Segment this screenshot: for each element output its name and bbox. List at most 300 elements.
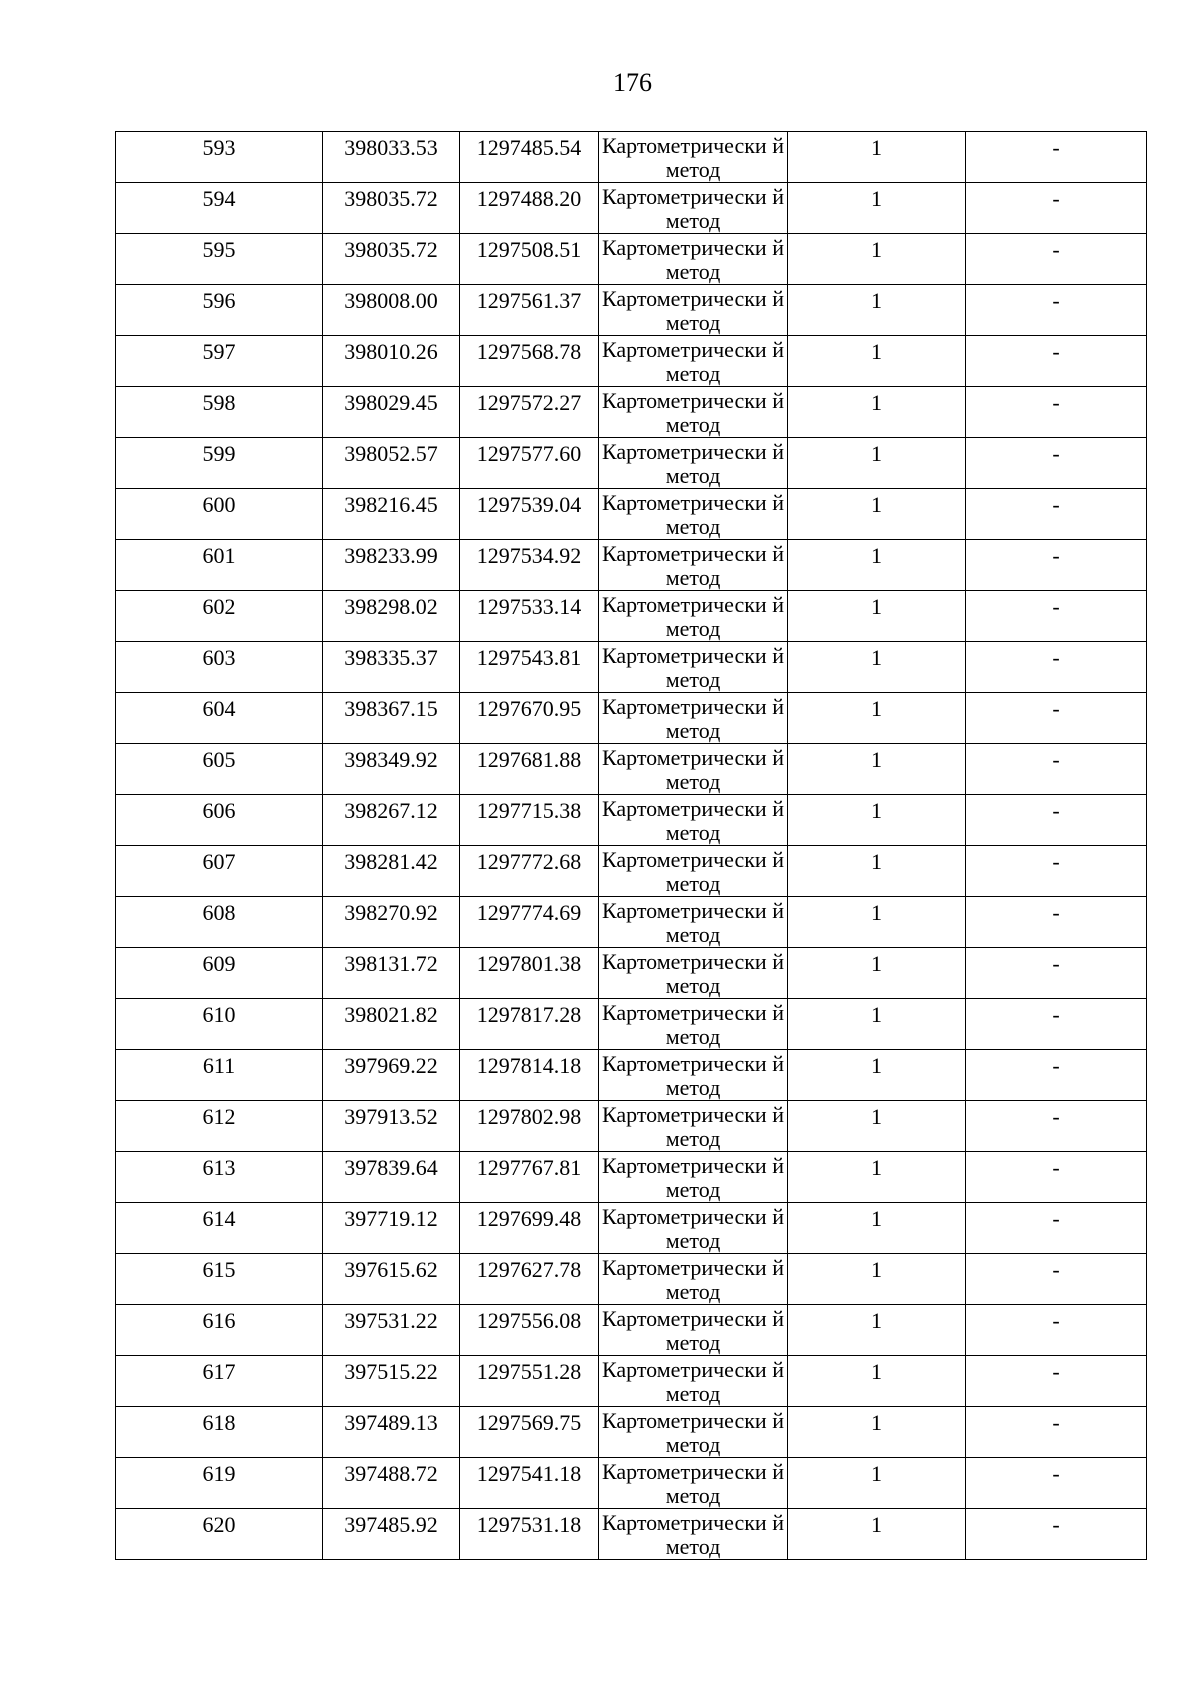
x-value: 397485.92 (344, 1512, 438, 1537)
y-coordinate-cell (460, 183, 599, 234)
x-value: 398216.45 (344, 492, 438, 517)
point-number-cell (116, 744, 323, 795)
table-row (116, 132, 1147, 183)
y-value: 1297577.60 (476, 441, 582, 466)
table-row (116, 795, 1147, 846)
x-value: 398029.45 (344, 390, 438, 415)
y-coordinate-cell (460, 948, 599, 999)
method-cell (599, 438, 788, 489)
method-value: Картометрически й метод (602, 1153, 784, 1202)
accuracy-value: 1 (871, 951, 882, 976)
x-value: 398035.72 (344, 237, 438, 262)
y-coordinate-cell (460, 795, 599, 846)
x-value: 398131.72 (344, 951, 438, 976)
accuracy-value: 1 (871, 492, 882, 517)
accuracy-cell (788, 1305, 966, 1356)
x-value: 398035.72 (344, 186, 438, 211)
x-value: 398008.00 (344, 288, 438, 313)
note-cell (966, 285, 1147, 336)
note-value: - (1052, 798, 1060, 823)
x-value: 398033.53 (344, 135, 438, 160)
method-value: Картометрически й метод (602, 1000, 784, 1049)
num-value: 617 (202, 1359, 236, 1384)
accuracy-cell (788, 1203, 966, 1254)
x-value: 398349.92 (344, 747, 438, 772)
num-value: 610 (202, 1002, 236, 1027)
method-cell (599, 642, 788, 693)
accuracy-cell (788, 540, 966, 591)
method-cell (599, 1356, 788, 1407)
num-value: 598 (202, 390, 236, 415)
note-cell (966, 438, 1147, 489)
num-value: 601 (202, 543, 236, 568)
table-row (116, 591, 1147, 642)
x-value: 397531.22 (344, 1308, 438, 1333)
y-value: 1297817.28 (476, 1002, 582, 1027)
method-cell (599, 1152, 788, 1203)
y-value: 1297802.98 (476, 1104, 582, 1129)
method-value: Картометрически й метод (602, 949, 784, 998)
y-value: 1297715.38 (476, 798, 582, 823)
method-cell (599, 795, 788, 846)
accuracy-value: 1 (871, 1002, 882, 1027)
y-coordinate-cell (460, 999, 599, 1050)
num-value: 619 (202, 1461, 236, 1486)
y-value: 1297568.78 (476, 339, 582, 364)
num-value: 607 (202, 849, 236, 874)
note-cell (966, 540, 1147, 591)
y-value: 1297569.75 (476, 1410, 582, 1435)
x-value: 398267.12 (344, 798, 438, 823)
table-row (116, 234, 1147, 285)
num-value: 602 (202, 594, 236, 619)
table-row (116, 438, 1147, 489)
method-cell (599, 897, 788, 948)
method-value: Картометрически й метод (602, 541, 784, 590)
accuracy-value: 1 (871, 1359, 882, 1384)
note-value: - (1052, 1512, 1060, 1537)
point-number-cell (116, 693, 323, 744)
y-value: 1297531.18 (476, 1512, 582, 1537)
method-cell (599, 234, 788, 285)
method-cell (599, 1407, 788, 1458)
y-coordinate-cell (460, 1407, 599, 1458)
table-row (116, 1305, 1147, 1356)
y-value: 1297772.68 (476, 849, 582, 874)
note-value: - (1052, 1206, 1060, 1231)
num-value: 604 (202, 696, 236, 721)
accuracy-cell (788, 132, 966, 183)
note-value: - (1052, 543, 1060, 568)
note-value: - (1052, 594, 1060, 619)
y-coordinate-cell (460, 132, 599, 183)
x-coordinate-cell (323, 438, 460, 489)
accuracy-value: 1 (871, 798, 882, 823)
method-value: Картометрически й метод (602, 133, 784, 182)
x-value: 398298.02 (344, 594, 438, 619)
point-number-cell (116, 387, 323, 438)
method-cell (599, 336, 788, 387)
accuracy-value: 1 (871, 594, 882, 619)
note-cell (966, 693, 1147, 744)
note-value: - (1052, 339, 1060, 364)
point-number-cell (116, 234, 323, 285)
table-row (116, 1509, 1147, 1560)
x-coordinate-cell (323, 642, 460, 693)
point-number-cell (116, 591, 323, 642)
num-value: 605 (202, 747, 236, 772)
x-coordinate-cell (323, 1509, 460, 1560)
y-value: 1297681.88 (476, 747, 582, 772)
point-number-cell (116, 1152, 323, 1203)
point-number-cell (116, 1101, 323, 1152)
table-row (116, 183, 1147, 234)
note-cell (966, 1152, 1147, 1203)
note-cell (966, 387, 1147, 438)
num-value: 618 (202, 1410, 236, 1435)
x-coordinate-cell (323, 132, 460, 183)
note-value: - (1052, 1155, 1060, 1180)
point-number-cell (116, 1050, 323, 1101)
note-cell (966, 744, 1147, 795)
accuracy-value: 1 (871, 696, 882, 721)
y-coordinate-cell (460, 489, 599, 540)
method-cell (599, 999, 788, 1050)
y-coordinate-cell (460, 234, 599, 285)
note-value: - (1052, 1410, 1060, 1435)
accuracy-value: 1 (871, 390, 882, 415)
x-coordinate-cell (323, 1101, 460, 1152)
num-value: 593 (202, 135, 236, 160)
accuracy-cell (788, 897, 966, 948)
y-value: 1297801.38 (476, 951, 582, 976)
x-coordinate-cell (323, 948, 460, 999)
accuracy-cell (788, 1050, 966, 1101)
note-value: - (1052, 1308, 1060, 1333)
y-coordinate-cell (460, 693, 599, 744)
method-value: Картометрически й метод (602, 1459, 784, 1508)
point-number-cell (116, 285, 323, 336)
y-coordinate-cell (460, 846, 599, 897)
y-value: 1297485.54 (476, 135, 582, 160)
num-value: 596 (202, 288, 236, 313)
method-cell (599, 540, 788, 591)
accuracy-value: 1 (871, 1410, 882, 1435)
accuracy-cell (788, 795, 966, 846)
note-cell (966, 1407, 1147, 1458)
y-coordinate-cell (460, 285, 599, 336)
method-cell (599, 489, 788, 540)
x-coordinate-cell (323, 795, 460, 846)
accuracy-cell (788, 489, 966, 540)
point-number-cell (116, 1458, 323, 1509)
note-value: - (1052, 390, 1060, 415)
x-value: 397515.22 (344, 1359, 438, 1384)
x-coordinate-cell (323, 1203, 460, 1254)
x-coordinate-cell (323, 1050, 460, 1101)
note-value: - (1052, 186, 1060, 211)
num-value: 616 (202, 1308, 236, 1333)
x-value: 398270.92 (344, 900, 438, 925)
y-coordinate-cell (460, 1101, 599, 1152)
accuracy-cell (788, 1152, 966, 1203)
x-coordinate-cell (323, 1407, 460, 1458)
accuracy-value: 1 (871, 1053, 882, 1078)
method-cell (599, 1101, 788, 1152)
y-coordinate-cell (460, 1254, 599, 1305)
table-row (116, 336, 1147, 387)
num-value: 615 (202, 1257, 236, 1282)
method-value: Картометрически й метод (602, 592, 784, 641)
x-value: 398052.57 (344, 441, 438, 466)
accuracy-value: 1 (871, 237, 882, 262)
method-cell (599, 744, 788, 795)
x-coordinate-cell (323, 744, 460, 795)
method-value: Картометрически й метод (602, 337, 784, 386)
x-coordinate-cell (323, 1458, 460, 1509)
x-coordinate-cell (323, 591, 460, 642)
y-value: 1297508.51 (476, 237, 582, 262)
table-row (116, 387, 1147, 438)
x-value: 398335.37 (344, 645, 438, 670)
table-row (116, 285, 1147, 336)
accuracy-value: 1 (871, 1206, 882, 1231)
y-value: 1297767.81 (476, 1155, 582, 1180)
table-body (116, 132, 1147, 1560)
note-cell (966, 897, 1147, 948)
method-cell (599, 693, 788, 744)
x-coordinate-cell (323, 336, 460, 387)
note-value: - (1052, 645, 1060, 670)
accuracy-cell (788, 285, 966, 336)
accuracy-cell (788, 1101, 966, 1152)
num-value: 600 (202, 492, 236, 517)
num-value: 611 (202, 1053, 236, 1078)
note-value: - (1052, 1257, 1060, 1282)
x-coordinate-cell (323, 489, 460, 540)
x-value: 397719.12 (344, 1206, 438, 1231)
accuracy-cell (788, 1407, 966, 1458)
x-value: 398281.42 (344, 849, 438, 874)
accuracy-value: 1 (871, 1257, 882, 1282)
accuracy-cell (788, 1254, 966, 1305)
note-cell (966, 489, 1147, 540)
accuracy-value: 1 (871, 135, 882, 160)
note-cell (966, 183, 1147, 234)
x-value: 398367.15 (344, 696, 438, 721)
accuracy-cell (788, 693, 966, 744)
note-value: - (1052, 900, 1060, 925)
accuracy-value: 1 (871, 747, 882, 772)
table-row (116, 846, 1147, 897)
x-value: 397489.13 (344, 1410, 438, 1435)
table-row (116, 1050, 1147, 1101)
table-row (116, 897, 1147, 948)
accuracy-value: 1 (871, 1104, 882, 1129)
y-coordinate-cell (460, 1356, 599, 1407)
y-value: 1297561.37 (476, 288, 582, 313)
accuracy-value: 1 (871, 339, 882, 364)
method-value: Картометрически й метод (602, 1255, 784, 1304)
accuracy-cell (788, 744, 966, 795)
note-cell (966, 1509, 1147, 1560)
table-row (116, 1458, 1147, 1509)
accuracy-cell (788, 1458, 966, 1509)
y-coordinate-cell (460, 1305, 599, 1356)
method-cell (599, 1458, 788, 1509)
note-value: - (1052, 1359, 1060, 1384)
table-row (116, 1101, 1147, 1152)
num-value: 614 (202, 1206, 236, 1231)
accuracy-value: 1 (871, 1308, 882, 1333)
method-value: Картометрически й метод (602, 694, 784, 743)
table-row (116, 540, 1147, 591)
point-number-cell (116, 489, 323, 540)
x-value: 397615.62 (344, 1257, 438, 1282)
method-value: Картометрически й метод (602, 745, 784, 794)
x-coordinate-cell (323, 1152, 460, 1203)
num-value: 597 (202, 339, 236, 364)
accuracy-value: 1 (871, 1512, 882, 1537)
accuracy-cell (788, 1356, 966, 1407)
method-value: Картометрически й метод (602, 796, 784, 845)
method-cell (599, 132, 788, 183)
point-number-cell (116, 1407, 323, 1458)
x-value: 397969.22 (344, 1053, 438, 1078)
table-row (116, 1407, 1147, 1458)
x-value: 397913.52 (344, 1104, 438, 1129)
x-value: 398010.26 (344, 339, 438, 364)
method-cell (599, 846, 788, 897)
accuracy-value: 1 (871, 186, 882, 211)
note-cell (966, 1356, 1147, 1407)
y-value: 1297541.18 (476, 1461, 582, 1486)
point-number-cell (116, 336, 323, 387)
method-cell (599, 1305, 788, 1356)
x-coordinate-cell (323, 846, 460, 897)
note-cell (966, 1254, 1147, 1305)
x-coordinate-cell (323, 999, 460, 1050)
accuracy-value: 1 (871, 543, 882, 568)
y-value: 1297699.48 (476, 1206, 582, 1231)
method-value: Картометрически й метод (602, 490, 784, 539)
note-value: - (1052, 288, 1060, 313)
x-value: 397488.72 (344, 1461, 438, 1486)
note-cell (966, 642, 1147, 693)
note-value: - (1052, 1104, 1060, 1129)
num-value: 613 (202, 1155, 236, 1180)
method-value: Картометрически й метод (602, 1510, 784, 1559)
accuracy-cell (788, 183, 966, 234)
note-cell (966, 1458, 1147, 1509)
note-value: - (1052, 441, 1060, 466)
table-row (116, 1254, 1147, 1305)
y-value: 1297551.28 (476, 1359, 582, 1384)
point-number-cell (116, 1305, 323, 1356)
table-row (116, 744, 1147, 795)
y-value: 1297533.14 (476, 594, 582, 619)
table-row (116, 1203, 1147, 1254)
y-value: 1297556.08 (476, 1308, 582, 1333)
method-value: Картометрически й метод (602, 1051, 784, 1100)
accuracy-value: 1 (871, 645, 882, 670)
table-row (116, 948, 1147, 999)
x-coordinate-cell (323, 693, 460, 744)
y-value: 1297627.78 (476, 1257, 582, 1282)
note-value: - (1052, 1461, 1060, 1486)
num-value: 603 (202, 645, 236, 670)
note-cell (966, 1101, 1147, 1152)
note-cell (966, 132, 1147, 183)
point-number-cell (116, 948, 323, 999)
y-value: 1297774.69 (476, 900, 582, 925)
y-coordinate-cell (460, 642, 599, 693)
point-number-cell (116, 1356, 323, 1407)
method-cell (599, 1509, 788, 1560)
x-coordinate-cell (323, 234, 460, 285)
point-number-cell (116, 1509, 323, 1560)
y-coordinate-cell (460, 744, 599, 795)
method-value: Картометрически й метод (602, 439, 784, 488)
point-number-cell (116, 795, 323, 846)
accuracy-value: 1 (871, 1155, 882, 1180)
method-cell (599, 948, 788, 999)
method-value: Картометрически й метод (602, 388, 784, 437)
accuracy-cell (788, 948, 966, 999)
accuracy-value: 1 (871, 900, 882, 925)
point-number-cell (116, 438, 323, 489)
x-value: 397839.64 (344, 1155, 438, 1180)
table-row (116, 1152, 1147, 1203)
accuracy-value: 1 (871, 288, 882, 313)
y-value: 1297534.92 (476, 543, 582, 568)
point-number-cell (116, 642, 323, 693)
x-value: 398021.82 (344, 1002, 438, 1027)
note-value: - (1052, 849, 1060, 874)
point-number-cell (116, 183, 323, 234)
method-cell (599, 183, 788, 234)
point-number-cell (116, 132, 323, 183)
accuracy-cell (788, 234, 966, 285)
num-value: 612 (202, 1104, 236, 1129)
note-value: - (1052, 696, 1060, 721)
note-cell (966, 948, 1147, 999)
accuracy-value: 1 (871, 849, 882, 874)
y-value: 1297488.20 (476, 186, 582, 211)
note-cell (966, 234, 1147, 285)
method-value: Картометрически й метод (602, 898, 784, 947)
x-value: 398233.99 (344, 543, 438, 568)
note-cell (966, 795, 1147, 846)
method-cell (599, 1203, 788, 1254)
y-value: 1297814.18 (476, 1053, 582, 1078)
x-coordinate-cell (323, 897, 460, 948)
method-cell (599, 1254, 788, 1305)
x-coordinate-cell (323, 183, 460, 234)
method-value: Картометрически й метод (602, 1204, 784, 1253)
y-coordinate-cell (460, 1509, 599, 1560)
num-value: 609 (202, 951, 236, 976)
num-value: 620 (202, 1512, 236, 1537)
method-value: Картометрически й метод (602, 643, 784, 692)
num-value: 594 (202, 186, 236, 211)
method-value: Картометрически й метод (602, 1102, 784, 1151)
method-value: Картометрически й метод (602, 1408, 784, 1457)
method-value: Картометрически й метод (602, 286, 784, 335)
table-row (116, 489, 1147, 540)
y-value: 1297539.04 (476, 492, 582, 517)
method-cell (599, 591, 788, 642)
